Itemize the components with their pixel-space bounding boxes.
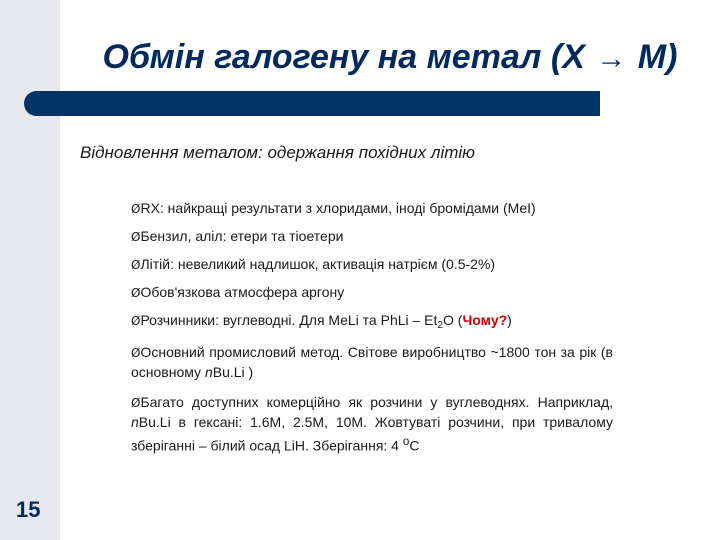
- bullet-item: [131, 393, 613, 456]
- arrow-bullet-icon: Ø: [131, 346, 141, 360]
- bullet-text: Літій: невеликий надлишок, активація натрієм (0.5-2%): [140, 256, 496, 272]
- slide-title: [60, 38, 720, 77]
- left-decorative-strip: [0, 0, 60, 540]
- bullet-text: Багато доступних комерційно як розчини у вуглеводнях. Наприклад,: [140, 394, 613, 410]
- bullet-text: C: [409, 437, 420, 454]
- bullet-text: Bu.Li ): [212, 364, 254, 380]
- bullet-text: Bu.Li в гексані: 1.6M, 2.5M, 10M. Жовтуваті розчини, при тривалому зберіганні – білий осад LiH. Зберігання: 4: [131, 414, 613, 454]
- bullet-item: [131, 283, 613, 303]
- italic-n: n: [204, 364, 213, 380]
- title-underline-bar: [24, 91, 600, 116]
- arrow-bullet-icon: Ø: [131, 230, 141, 244]
- slide-subtitle: Відновлення металом: одержання похідних літію: [80, 143, 475, 162]
- arrow-icon: →: [596, 42, 627, 75]
- bullet-item: [131, 311, 613, 335]
- arrow-bullet-icon: Ø: [131, 258, 141, 272]
- bullet-item: [131, 255, 613, 275]
- bullet-item: [131, 227, 613, 247]
- title-suffix: M): [637, 38, 678, 76]
- bullet-text: O (: [442, 312, 463, 328]
- bullet-text: RX: найкращі результати з хлоридами, іноді бромідами (MeI): [140, 200, 536, 216]
- bullet-text: Основний промисловий метод. Світове виробництво ~1800 тон за рік (в основному: [131, 344, 613, 380]
- subscript: 2: [437, 320, 443, 331]
- arrow-bullet-icon: Ø: [131, 286, 141, 300]
- title-prefix: Обмін галогену на метал (X: [102, 38, 585, 76]
- arrow-bullet-icon: Ø: [131, 202, 141, 216]
- arrow-bullet-icon: Ø: [131, 396, 141, 410]
- bullet-list: [131, 199, 613, 464]
- bullet-item: [131, 199, 613, 219]
- bullet-text: Розчинники: вуглеводні. Для MeLi та PhLi – Et: [140, 312, 438, 328]
- bullet-text: Обов'язкова атмосфера аргону: [140, 284, 345, 300]
- bullet-text: ): [507, 312, 512, 328]
- italic-n: n: [131, 414, 139, 430]
- arrow-bullet-icon: Ø: [131, 314, 141, 328]
- superscript: o: [402, 435, 410, 448]
- highlight-question: Чому?: [462, 312, 508, 328]
- page-number: 15: [16, 497, 41, 522]
- bullet-text: Бензил, аліл: етери та тіоетери: [140, 228, 344, 244]
- bullet-item: [131, 343, 613, 382]
